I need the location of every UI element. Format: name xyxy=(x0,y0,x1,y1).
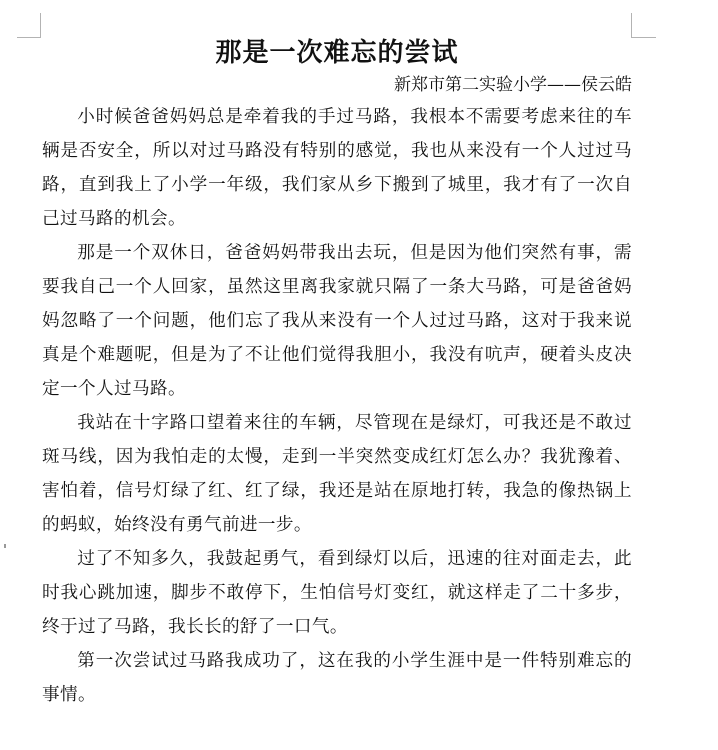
document-title: 那是一次难忘的尝试 xyxy=(215,38,459,68)
paragraph-2: 那是一个双休日，爸爸妈妈带我出去玩，但是因为他们突然有事，需要我自己一个人回家，虽然这里离我家就只隔了一条大马路，可是爸爸妈妈忽略了一个问题，他们忘了我从来没有一个人过过马路，这对于我来说真是个难题呢，但是为了不让他们觉得我胆小，我没有吭声，硬着头皮决定一个人过马路。 xyxy=(42,243,632,399)
paragraph-5: 第一次尝试过马路我成功了，这在我的小学生涯中是一件特别难忘的事情。 xyxy=(42,651,632,705)
margin-corner-mark xyxy=(40,13,41,38)
document-page[interactable] xyxy=(42,34,632,712)
paragraph-1: 小时候爸爸妈妈总是牵着我的手过马路，我根本不需要考虑来往的车辆是否安全，所以对过马路没有特别的感觉，我也从来没有一个人过过马路，直到我上了小学一年级，我们家从乡下搬到了城里，我才有了一次自己过马路的机会。 xyxy=(42,107,632,229)
paragraph-4: 过了不知多久，我鼓起勇气，看到绿灯以后，迅速的往对面走去，此时我心跳加速，脚步不敢停下，生怕信号灯变红，就这样走了二十多步，终于过了马路，我长长的舒了一口气。 xyxy=(42,549,632,637)
margin-corner-mark xyxy=(17,37,40,38)
cursor-mark xyxy=(4,544,6,548)
author-byline: 新郑市第二实验小学——侯云皓 xyxy=(394,75,632,95)
paragraph-3: 我站在十字路口望着来往的车辆，尽管现在是绿灯，可我还是不敢过斑马线，因为我怕走的太慢，走到一半突然变成红灯怎么办？我犹豫着、害怕着，信号灯绿了红、红了绿，我还是站在原地打转，我急的像热锅上的蚂蚁，始终没有勇气前进一步。 xyxy=(42,413,632,535)
margin-corner-mark xyxy=(631,37,656,38)
